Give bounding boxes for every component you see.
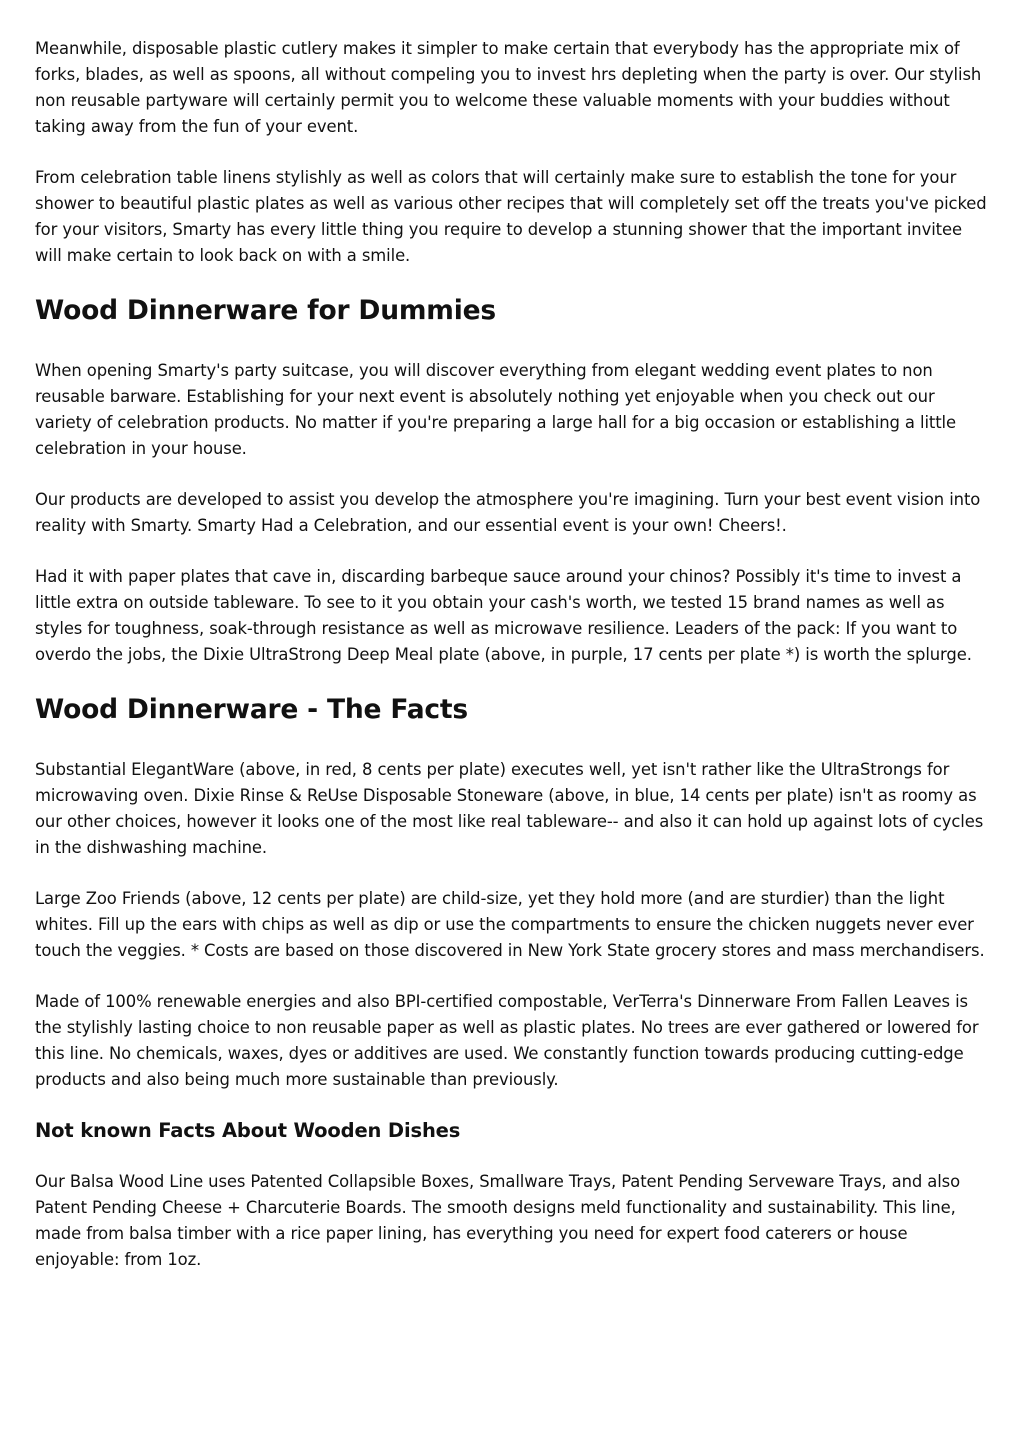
paragraph-elegantware: Substantial ElegantWare (above, in red, 8 cents per plate) executes well, yet isn't rather like the UltraStrongs for microwaving oven. Dixie Rinse & ReUse Disposable Stoneware (above, in blue, 14 cents per plate) isn't as roomy as our other choices, however it looks one of the most like real tableware-- and also it can hold up against lots of cycles in the dishwashing machine. <box>35 760 984 857</box>
paragraph-party-suitcase: When opening Smarty's party suitcase, you will discover everything from elegant wedding event plates to non reusable barware. Establishing for your next event is absolutely nothing yet enjoyable when you check out our variety of celebration products. No matter if you're preparing a large hall for a big occasion or establishing a little celebration in your house. <box>35 361 956 458</box>
paragraph-balsa-wood-line: Our Balsa Wood Line uses Patented Collapsible Boxes, Smallware Trays, Patent Pending Serveware Trays, and also Patent Pending Cheese + Charcuterie Boards. The smooth designs meld functionality and sustainability. This line, made from balsa timber with a rice paper lining, has everything you need for expert food caterers or house enjoyable: from 1oz. <box>35 1172 961 1269</box>
heading-wood-dinnerware-facts: Wood Dinnerware - The Facts <box>35 694 468 725</box>
article-content <box>35 36 993 1298</box>
heading-wood-dinnerware-dummies: Wood Dinnerware for Dummies <box>35 295 496 326</box>
paragraph-plastic-cutlery: Meanwhile, disposable plastic cutlery makes it simpler to make certain that everybody has the appropriate mix of forks, blades, as well as spoons, all without compeling you to invest hrs depleting when the party is over. Our stylish non reusable partyware will certainly permit you to welcome these valuable moments with your buddies without taking away from the fun of your event. <box>35 39 982 136</box>
paragraph-zoo-friends: Large Zoo Friends (above, 12 cents per plate) are child-size, yet they hold more (and are sturdier) than the light whites. Fill up the ears with chips as well as dip or use the compartments to ensure the chicken nuggets never ever touch the veggies. * Costs are based on those discovered in New York State grocery stores and mass merchandisers. <box>35 889 985 960</box>
paragraph-verterra: Made of 100% renewable energies and also BPI-certified compostable, VerTerra's Dinnerware From Fallen Leaves is the stylishly lasting choice to non reusable paper as well as plastic plates. No trees are ever gathered or lowered for this line. No chemicals, waxes, dyes or additives are used. We constantly function towards producing cutting-edge products and also being much more sustainable than previously. <box>35 992 979 1089</box>
heading-wooden-dishes-facts: Not known Facts About Wooden Dishes <box>35 1119 461 1142</box>
paragraph-table-linens: From celebration table linens stylishly as well as colors that will certainly make sure to establish the tone for your shower to beautiful plastic plates as well as various other recipes that will completely set off the treats you've picked for your visitors, Smarty has every little thing you require to develop a stunning shower that the important invitee will make certain to look back on with a smile. <box>35 168 987 265</box>
paragraph-paper-plates: Had it with paper plates that cave in, discarding barbeque sauce around your chinos? Possibly it's time to invest a little extra on outside tableware. To see to it you obtain your cash's worth, we tested 15 brand names as well as styles for toughness, soak-through resistance as well as microwave resilience. Leaders of the pack: If you want to overdo the jobs, the Dixie UltraStrong Deep Meal plate (above, in purple, 17 cents per plate *) is worth the splurge. <box>35 567 972 664</box>
paragraph-products-atmosphere: Our products are developed to assist you develop the atmosphere you're imagining. Turn your best event vision into reality with Smarty. Smarty Had a Celebration, and our essential event is your own! Cheers!. <box>35 490 981 535</box>
